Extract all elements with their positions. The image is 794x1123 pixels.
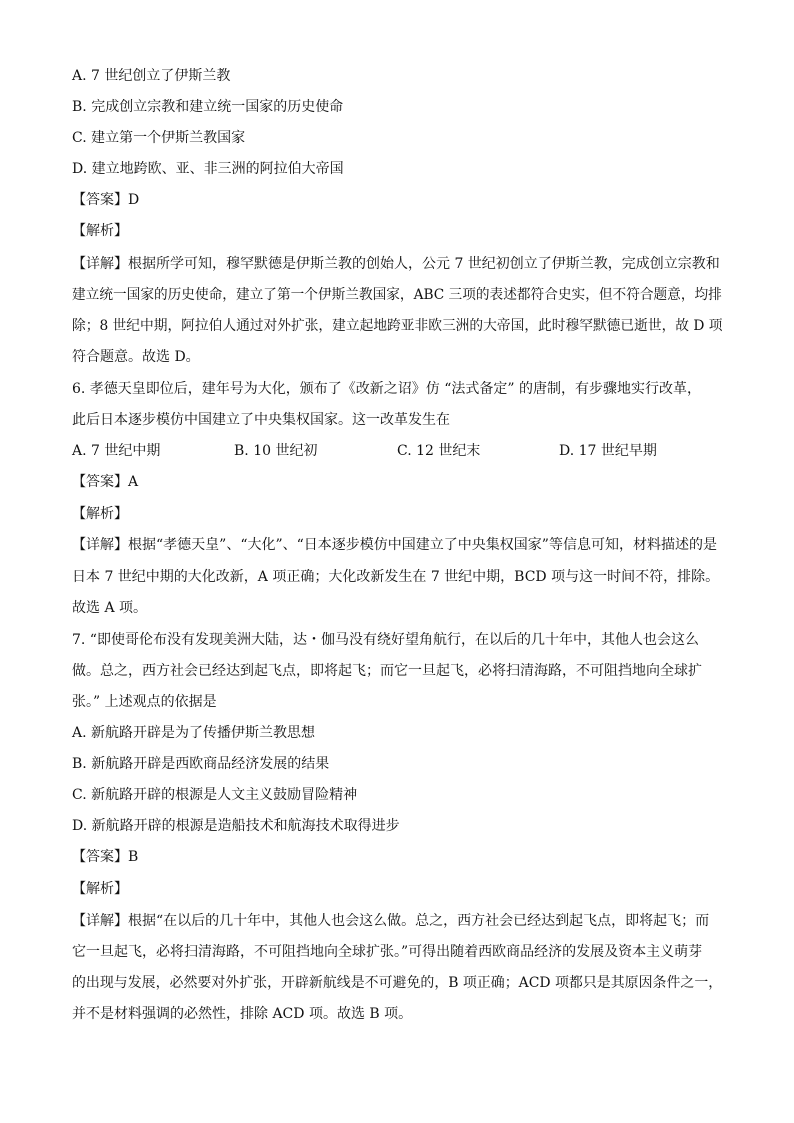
q7-detail-line: 它一旦起飞，必将扫清海路，不可阻挡地向全球扩张。”可得出随着西欧商品经济的发展及资本主义萌芽 (72, 944, 703, 960)
q5-option-d: D. 建立地跨欧、亚、非三洲的阿拉伯大帝国 (72, 161, 344, 177)
q5-option-a: A. 7 世纪创立了伊斯兰教 (72, 68, 231, 84)
q7-answer (72, 847, 138, 867)
answer-tag: 【答案】 (72, 192, 128, 208)
q6-option-c: C. 12 世纪末 (397, 443, 481, 459)
q7-option-b: B. 新航路开辟是西欧商品经济发展的结果 (72, 756, 330, 772)
q6-detail-line: 故选 A 项。 (72, 600, 148, 616)
q6-analysis-tag: 【解析】 (72, 506, 128, 522)
q5-detail-line: 【详解】根据所学可知，穆罕默德是伊斯兰教的创始人，公元 7 世纪初创立了伊斯兰教，完成创立宗教和 (72, 256, 720, 272)
q7-option-c: C. 新航路开辟的根源是人文主义鼓励冒险精神 (72, 787, 358, 803)
answer-value: D (128, 192, 140, 208)
q6-stem-line: 6. 孝德天皇即位后，建年号为大化，颁布了《改新之诏》仿 “法式备定” 的唐制，有步骤地实行改革， (72, 381, 702, 397)
answer-tag: 【答案】 (72, 849, 128, 865)
q7-detail-line: 【详解】根据“在以后的几十年中，其他人也会这么做。总之，西方社会已经达到起飞点，即将起飞；而 (72, 913, 710, 929)
answer-value: B (128, 849, 139, 865)
q5-detail-line: 建立统一国家的历史使命，建立了第一个伊斯兰教国家，ABC 三项的表述都符合史实，但不符合题意，均排 (72, 287, 722, 303)
q6-stem-line: 此后日本逐步模仿中国建立了中央集权国家。这一改革发生在 (72, 412, 450, 428)
q6-detail-line: 【详解】根据“孝德天皇”、“大化”、“日本逐步模仿中国建立了中央集权国家”等信息可知，材料描述的是 (72, 537, 717, 553)
q5-option-c: C. 建立第一个伊斯兰教国家 (72, 130, 246, 146)
q5-detail-line: 除；8 世纪中期，阿拉伯人通过对外扩张，建立起地跨亚非欧三洲的大帝国，此时穆罕默德已逝世，故 D 项 (72, 318, 723, 334)
q5-analysis-tag: 【解析】 (72, 223, 128, 239)
q7-stem-line: 7. “即使哥伦布没有发现美洲大陆，达・伽马没有绕好望角航行，在以后的几十年中，其他人也会这么 (72, 632, 699, 648)
q7-analysis-tag: 【解析】 (72, 881, 128, 897)
q7-option-d: D. 新航路开辟的根源是造船技术和航海技术取得进步 (72, 818, 400, 834)
q6-answer (72, 472, 138, 492)
q6-detail-line: 日本 7 世纪中期的大化改新，A 项正确；大化改新发生在 7 世纪中期，BCD 项与这一时间不符，排除。 (72, 569, 720, 585)
answer-tag: 【答案】 (72, 474, 128, 490)
q6-option-d: D. 17 世纪早期 (559, 443, 657, 459)
q7-detail-line: 的出现与发展，必然要对外扩张，开辟新航线是不可避免的，B 项正确；ACD 项都只是其原因条件之一， (72, 975, 723, 991)
q5-detail-line: 符合题意。故选 D。 (72, 349, 200, 365)
q7-stem-line: 张。” 上述观点的依据是 (72, 694, 217, 710)
q7-stem-line: 做。总之，西方社会已经达到起飞点，即将起飞；而它一旦起飞，必将扫清海路，不可阻挡地向全球扩 (72, 663, 702, 679)
q6-option-a: A. 7 世纪中期 (72, 443, 161, 459)
answer-value: A (128, 474, 139, 490)
q7-detail-line: 并不是材料强调的必然性，排除 ACD 项。故选 B 项。 (72, 1006, 413, 1022)
q6-option-b: B. 10 世纪初 (234, 443, 318, 459)
q5-option-b: B. 完成创立宗教和建立统一国家的历史使命 (72, 99, 344, 115)
q5-answer (72, 190, 139, 210)
q7-option-a: A. 新航路开辟是为了传播伊斯兰教思想 (72, 725, 316, 741)
